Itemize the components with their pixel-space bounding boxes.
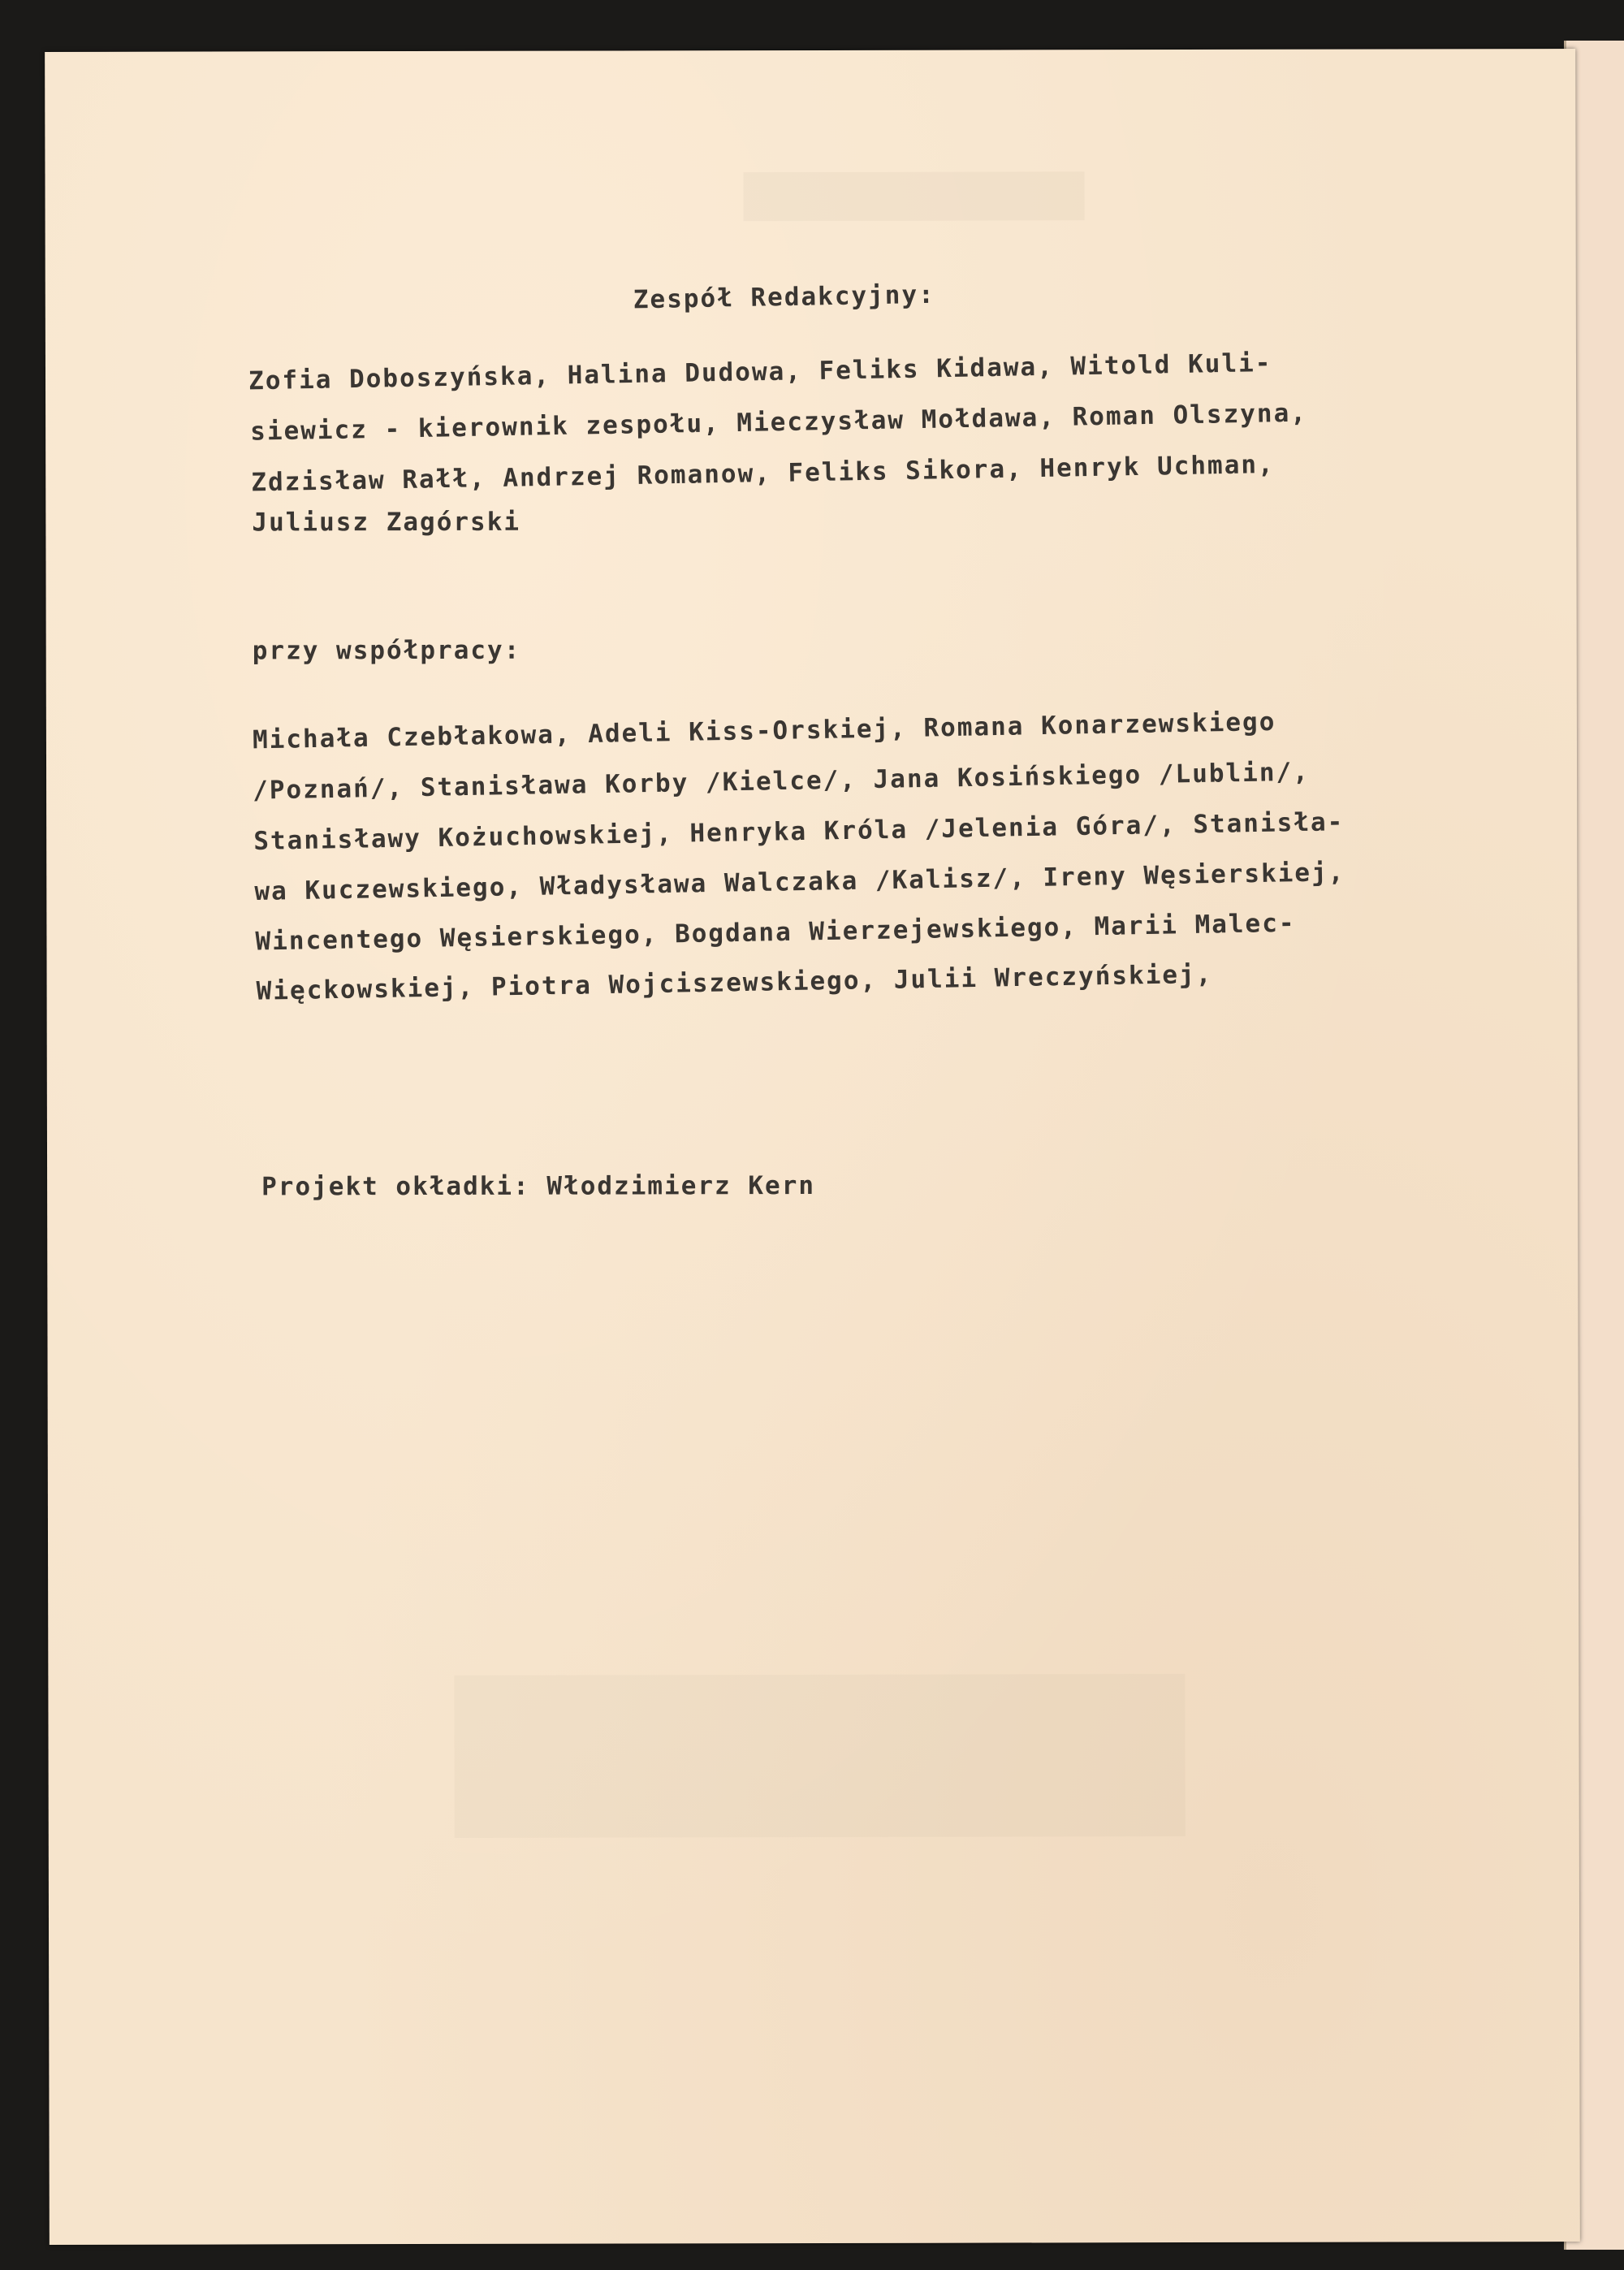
- editorial-team-line: Zdzisław Rałł, Andrzej Romanow, Feliks Sikora, Henryk Uchman,: [251, 449, 1275, 498]
- collaboration-line: Stanisławy Kożuchowskiej, Henryka Króla /Jelenia Góra/, Stanisła-: [253, 807, 1345, 856]
- bleed-through-mark: [743, 171, 1084, 221]
- cover-design-credit: Projekt okładki: Włodzimierz Kern: [261, 1170, 816, 1202]
- editorial-team-heading: Zespół Redakcyjny:: [633, 279, 936, 315]
- editorial-team-line: siewicz - kierownik zespołu, Mieczysław Mołdawa, Roman Olszyna,: [249, 398, 1308, 447]
- collaboration-line: wa Kuczewskiego, Władysława Walczaka /Kalisz/, Ireny Węsierskiej,: [254, 858, 1345, 906]
- collaboration-line: /Poznań/, Stanisława Korby /Kielce/, Jana Kosińskiego /Lublin/,: [252, 757, 1311, 806]
- collaboration-line: Więckowskiej, Piotra Wojciszewskiego, Julii Wreczyńskiej,: [256, 959, 1213, 1006]
- editorial-team-line: Zofia Doboszyńska, Halina Dudowa, Feliks Kidawa, Witold Kuli-: [248, 348, 1272, 396]
- collaboration-heading: przy współpracy:: [252, 635, 521, 666]
- collaboration-line: Wincentego Węsierskiego, Bogdana Wierzejewskiego, Marii Malec-: [255, 908, 1296, 957]
- collaboration-line: Michała Czebłakowa, Adeli Kiss-Orskiej, Romana Konarzewskiego: [252, 707, 1276, 755]
- document-page: [45, 49, 1580, 2245]
- editorial-team-line: Juliusz Zagórski: [252, 507, 521, 538]
- bleed-through-mark: [454, 1674, 1185, 1838]
